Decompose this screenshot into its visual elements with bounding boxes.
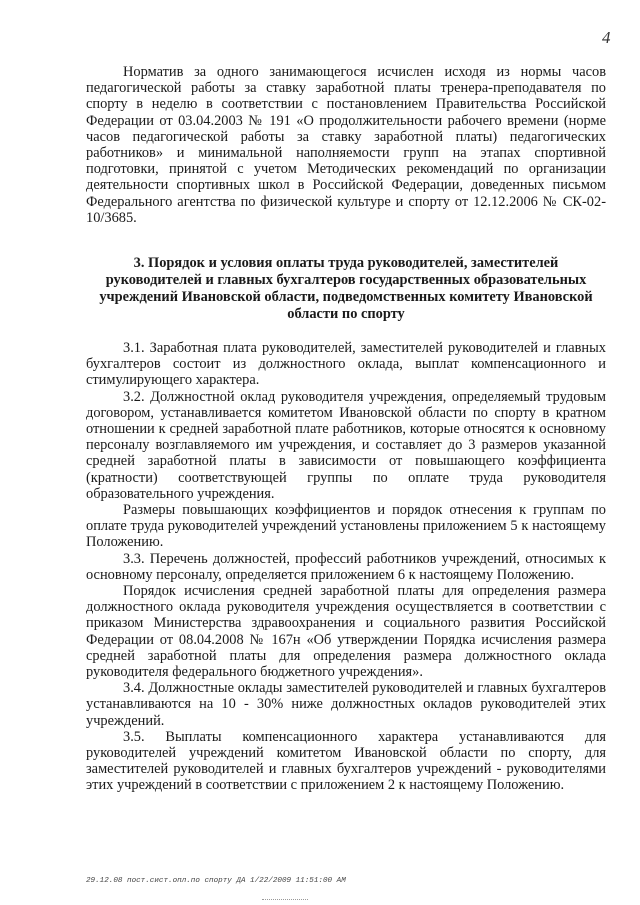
page-number: 4 [602,28,611,47]
section-body [86,340,606,794]
paragraph-3-4: 3.4. Должностные оклады заместителей руководителей и главных бухгалтеров устанавливаются на 10 - 30% ниже должностных окладов руководителей этих учреждений. [86,680,606,729]
paragraph-3-3: 3.3. Перечень должностей, профессий работников учреждений, относимых к основному персоналу, определяется приложением 6 к настоящему Положению. [86,550,606,583]
paragraph-coefficients: Размеры повышающих коэффициентов и порядок отнесения к группам по оплате труда руководителей учреждений установлены приложением 5 к настоящему Положению. [86,502,606,551]
section-heading: 3. Порядок и условия оплаты труда руководителей, заместителей руководителей и главных бухгалтеров государственных образовательных учреждений Ивановской области, подведомственных комитету Ивановской области по спорту [99,255,593,322]
scan-artifact [262,899,308,902]
paragraph-3-2: 3.2. Должностной оклад руководителя учреждения, определяемый трудовым договором, устанавливается комитетом Ивановской области по спорту в кратном отношении к средней заработной плате работников, которые относятся к основному персоналу возглавляемого им учреждения, и составляет до 3 размеров указанной средней заработной платы в зависимости от повышающего коэффициента (кратности) соответствующей группы по оплате труда руководителя образовательного учреждения. [86,388,606,502]
intro-paragraph: Норматив за одного занимающегося исчислен исходя из нормы часов педагогической работы за ставку заработной платы тренера-преподавателя по спорту в неделю в соответствии с постановлением Правительства Российской Федерации от 03.04.2003 № 191 «О продолжительности рабочего времени (норме часов педагогической работы за ставку заработной платы) педагогических работников» и минимальной наполняемости групп на этапах спортивной подготовки, принятой с учетом Методических рекомендаций по организации деятельности спортивных школ в Российской Федерации, доведенных письмом Федерального агентства по физической культуре и спорту от 12.12.2006 № СК-02-10/3685. [86,64,606,226]
document-footer: 29.12.08 пост.сист.опл.по спорту ДА 1/22/2009 11:51:00 AM [86,877,346,885]
paragraph-3-5: 3.5. Выплаты компенсационного характера устанавливаются для руководителей учреждений комитетом Ивановской области по спорту, для заместителей руководителей и главных бухгалтеров учреждений - руководителями этих учреждений в соответствии с приложением 2 к настоящему Положению. [86,728,606,794]
intro-block [86,64,606,226]
paragraph-3-1: 3.1. Заработная плата руководителей, заместителей руководителей и главных бухгалтеров состоит из должностного оклада, выплат компенсационного и стимулирующего характера. [86,340,606,389]
paragraph-salary-calculation: Порядок исчисления средней заработной платы для определения размера должностного оклада руководителя учреждения осуществляется в соответствии с приказом Министерства здравоохранения и социального развития Российской Федерации от 08.04.2008 № 167н «Об утверждении Порядка исчисления размера средней заработной платы для определения размера должностного оклада руководителя федерального бюджетного учреждения». [86,583,606,681]
